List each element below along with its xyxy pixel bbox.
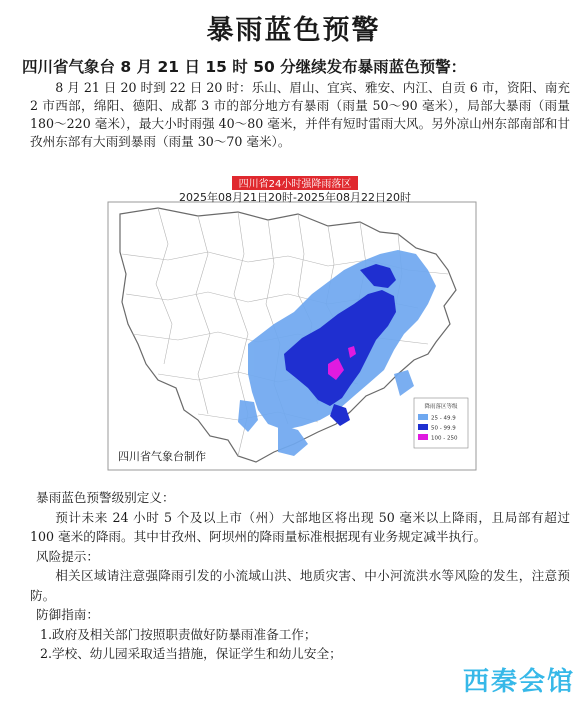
legend-label-extreme: 100 - 250 [431, 435, 458, 442]
map-legend [414, 398, 468, 448]
risk-heading: 风险提示： [36, 548, 99, 564]
warning-subtitle: 四川省气象台 8 月 21 日 15 时 50 分继续发布暴雨蓝色预警： [22, 58, 467, 76]
legend-swatch-light [418, 414, 428, 420]
map-legend-title: 降雨落区等级 [424, 404, 458, 410]
guide-heading: 防御指南： [36, 607, 99, 622]
intro-text: 8 月 21 日 20 时到 22 日 20 时：乐山、眉山、宜宾、雅安、内江、自贡 6 市，资阳、南充 2 市西部，绵阳、德阳、成都 3 市的部分地方有暴雨（雨量 50～90 毫米），局部大暴雨（雨量 180～220 毫米），最大小时雨强 40～80 毫米，并伴有短时雷雨大风。另外凉山州东部南部和甘孜州东部有大雨到暴雨（雨量 30～70 毫米）。 [30, 80, 570, 149]
rainfall-map [98, 174, 488, 474]
map-period: 2025年08月21日20时-2025年08月22日20时 [179, 191, 411, 204]
legend-label-light: 25 - 49.9 [431, 415, 456, 422]
map-credit: 四川省气象台制作 [118, 450, 206, 463]
warning-body [30, 488, 570, 664]
guide-item-2: 2.学校、幼儿园采取适当措施，保证学生和幼儿安全； [40, 646, 342, 661]
risk-text: 相关区域请注意强降雨引发的小流域山洪、地质灾害、中小河流洪水等风险的发生，注意预防。 [30, 568, 570, 603]
definition-heading: 暴雨蓝色预警级别定义： [36, 490, 175, 505]
warning-intro [30, 79, 570, 151]
definition-text: 预计未来 24 小时 5 个及以上市（州）大部地区将出现 50 毫米以上降雨，且局部有超过 100 毫米的降雨。其中甘孜州、阿坝州的降雨量标准根据现有业务规定减半执行。 [30, 509, 570, 544]
legend-swatch-extreme [418, 434, 428, 440]
legend-label-heavy: 50 - 99.9 [431, 425, 456, 432]
watermark-logo: 西秦会馆 [462, 667, 575, 697]
legend-swatch-heavy [418, 424, 428, 430]
page-title: 暴雨蓝色预警 [206, 15, 381, 46]
map-badge-text: 四川省24小时强降雨落区 [238, 179, 352, 190]
guide-item-1: 1.政府及相关部门按照职责做好防暴雨准备工作； [40, 626, 317, 642]
rainfall-map-svg [98, 174, 488, 474]
